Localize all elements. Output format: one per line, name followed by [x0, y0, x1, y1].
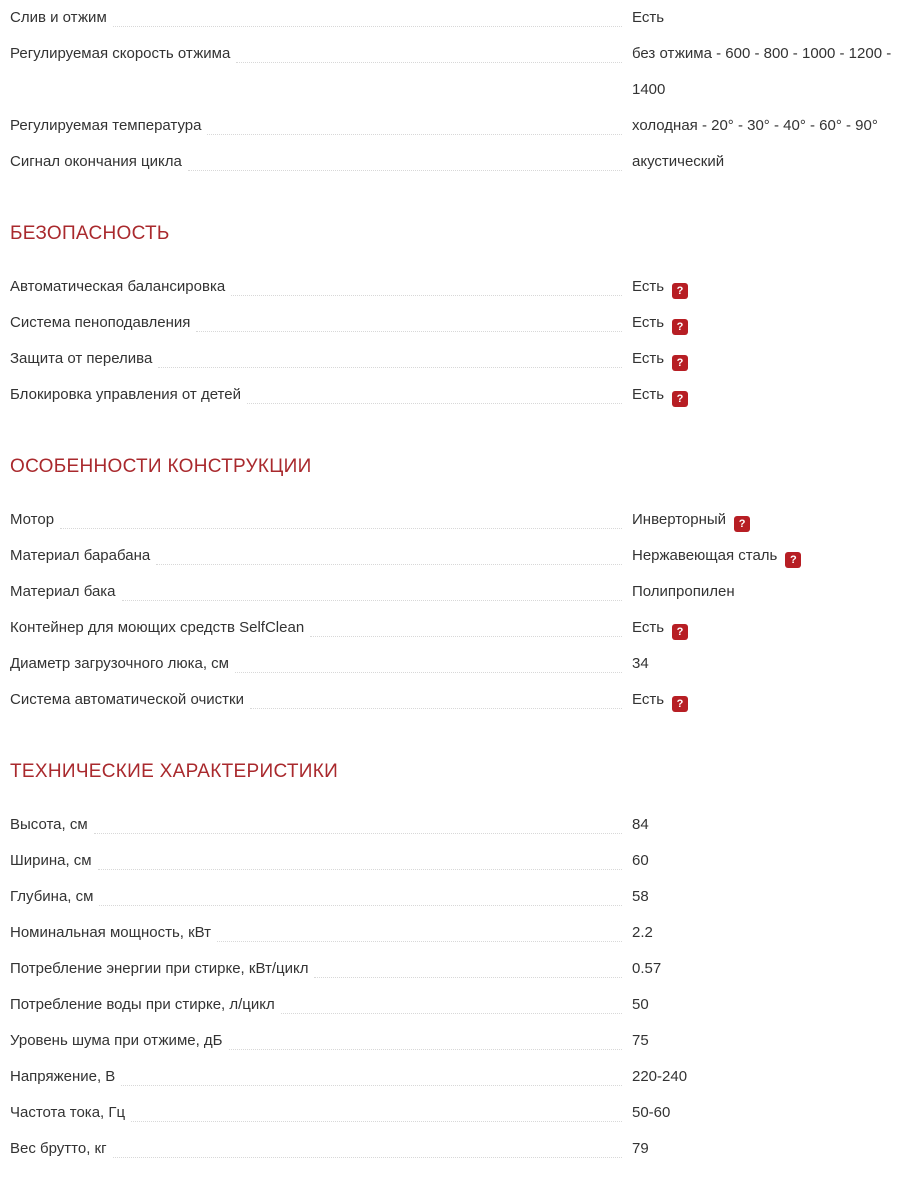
- dotted-leader: [131, 1095, 622, 1122]
- spec-label-cell: [10, 610, 632, 646]
- spec-label: Автоматическая балансировка: [10, 278, 226, 295]
- spec-label-cell: [10, 502, 632, 538]
- dotted-leader: [310, 610, 622, 637]
- help-icon[interactable]: ?: [785, 552, 801, 568]
- spec-value-cell: [632, 879, 909, 915]
- spec-value-cell: [632, 0, 909, 36]
- spec-label-cell: [10, 987, 632, 1023]
- dotted-leader: [250, 682, 622, 709]
- spec-value-cell: [632, 646, 909, 682]
- spec-value: холодная - 20° - 30° - 40° - 60° - 90°: [632, 117, 878, 134]
- spec-row: [10, 1095, 909, 1131]
- spec-value-cell: [632, 843, 909, 879]
- spec-label-cell: [10, 807, 632, 843]
- dotted-leader: [121, 1059, 622, 1086]
- spec-value-cell: [632, 305, 909, 341]
- help-icon[interactable]: ?: [672, 319, 688, 335]
- spec-label-cell: [10, 879, 632, 915]
- spec-row: [10, 879, 909, 915]
- spec-label: Высота, см: [10, 816, 88, 833]
- spec-value: Нержавеющая сталь: [632, 547, 778, 564]
- spec-label-cell: [10, 0, 632, 36]
- dotted-leader: [196, 305, 622, 332]
- spec-row: [10, 108, 909, 144]
- dotted-leader: [207, 108, 622, 135]
- spec-value: Есть: [632, 691, 665, 708]
- help-icon[interactable]: ?: [672, 696, 688, 712]
- spec-row: [10, 843, 909, 879]
- spec-value-cell: [632, 951, 909, 987]
- spec-label: Частота тока, Гц: [10, 1104, 126, 1121]
- spec-value: Есть: [632, 619, 665, 636]
- dotted-leader: [158, 341, 622, 368]
- dotted-leader: [122, 574, 622, 601]
- spec-value-cell: [632, 341, 909, 377]
- section-rows: [10, 269, 909, 413]
- spec-label-cell: [10, 144, 632, 180]
- spec-label: Номинальная мощность, кВт: [10, 924, 212, 941]
- spec-row: [10, 341, 909, 377]
- spec-value: без отжима - 600 - 800 - 1000 - 1200 - 1400: [632, 45, 892, 98]
- spec-value-cell: [632, 682, 909, 718]
- spec-label-cell: [10, 1059, 632, 1095]
- spec-label-cell: [10, 1023, 632, 1059]
- spec-label: Диаметр загрузочного люка, см: [10, 655, 229, 672]
- spec-label: Мотор: [10, 511, 55, 528]
- dotted-leader: [98, 843, 622, 870]
- spec-row: [10, 915, 909, 951]
- dotted-leader: [99, 879, 622, 906]
- spec-value: 60: [632, 852, 649, 869]
- spec-row: [10, 144, 909, 180]
- spec-value: Инверторный: [632, 511, 727, 528]
- spec-value: Полипропилен: [632, 583, 735, 600]
- spec-row: [10, 1131, 909, 1167]
- spec-row: [10, 36, 909, 108]
- spec-label: Потребление воды при стирке, л/цикл: [10, 996, 275, 1013]
- spec-value: 58: [632, 888, 649, 905]
- spec-label-cell: [10, 108, 632, 144]
- spec-label: Система пеноподавления: [10, 314, 191, 331]
- spec-label-cell: [10, 269, 632, 305]
- spec-value-cell: [632, 807, 909, 843]
- spec-value-cell: [632, 36, 909, 108]
- dotted-leader: [235, 646, 622, 673]
- spec-label-cell: [10, 843, 632, 879]
- dotted-leader: [113, 0, 622, 27]
- spec-value-cell: [632, 987, 909, 1023]
- spec-value-cell: [632, 1131, 909, 1167]
- dotted-leader: [247, 377, 622, 404]
- spec-label: Сигнал окончания цикла: [10, 153, 182, 170]
- spec-value: Есть: [632, 386, 665, 403]
- dotted-leader: [94, 807, 622, 834]
- section-rows: [10, 502, 909, 718]
- spec-value: 2.2: [632, 924, 653, 941]
- help-icon[interactable]: ?: [672, 283, 688, 299]
- dotted-leader: [188, 144, 622, 171]
- spec-label-cell: [10, 341, 632, 377]
- dotted-leader: [156, 538, 622, 565]
- spec-label: Регулируемая скорость отжима: [10, 45, 231, 62]
- spec-label-cell: [10, 915, 632, 951]
- spec-label: Система автоматической очистки: [10, 691, 244, 708]
- spec-value-cell: [632, 1095, 909, 1131]
- spec-label-cell: [10, 305, 632, 341]
- spec-row: [10, 682, 909, 718]
- spec-row: [10, 987, 909, 1023]
- spec-row: [10, 646, 909, 682]
- help-icon[interactable]: ?: [672, 624, 688, 640]
- section-rows: [10, 0, 909, 180]
- dotted-leader: [60, 502, 622, 529]
- spec-row: [10, 269, 909, 305]
- spec-label: Контейнер для моющих средств SelfClean: [10, 619, 305, 636]
- spec-section: [10, 0, 909, 180]
- spec-section: [10, 759, 909, 1167]
- section-heading: ОСОБЕННОСТИ КОНСТРУКЦИИ: [10, 456, 312, 477]
- spec-value-cell: [632, 1059, 909, 1095]
- dotted-leader: [113, 1131, 622, 1158]
- spec-value: 34: [632, 655, 649, 672]
- spec-value: 84: [632, 816, 649, 833]
- spec-row: [10, 538, 909, 574]
- spec-value: 0.57: [632, 960, 662, 977]
- spec-label-cell: [10, 1095, 632, 1131]
- spec-value: 50-60: [632, 1104, 671, 1121]
- spec-value-cell: [632, 1023, 909, 1059]
- dotted-leader: [217, 915, 622, 942]
- spec-row: [10, 1059, 909, 1095]
- spec-value-cell: [632, 377, 909, 413]
- spec-label-cell: [10, 36, 632, 72]
- spec-value: Есть: [632, 314, 665, 331]
- spec-table: [10, 0, 909, 1167]
- spec-value: Есть: [632, 278, 665, 295]
- spec-section: [10, 221, 909, 413]
- spec-label: Ширина, см: [10, 852, 92, 869]
- help-icon[interactable]: ?: [734, 516, 750, 532]
- spec-section: [10, 454, 909, 718]
- spec-value: 75: [632, 1032, 649, 1049]
- spec-value-cell: [632, 538, 909, 574]
- spec-row: [10, 502, 909, 538]
- dotted-leader: [231, 269, 622, 296]
- spec-label: Уровень шума при отжиме, дБ: [10, 1032, 223, 1049]
- dotted-leader: [229, 1023, 622, 1050]
- spec-label: Слив и отжим: [10, 9, 107, 26]
- spec-label: Защита от перелива: [10, 350, 153, 367]
- spec-label: Потребление энергии при стирке, кВт/цикл: [10, 960, 309, 977]
- spec-value-cell: [632, 574, 909, 610]
- spec-row: [10, 0, 909, 36]
- spec-label-cell: [10, 951, 632, 987]
- spec-label: Вес брутто, кг: [10, 1140, 107, 1157]
- spec-row: [10, 807, 909, 843]
- spec-value: 220-240: [632, 1068, 688, 1085]
- spec-label-cell: [10, 682, 632, 718]
- spec-value-cell: [632, 610, 909, 646]
- spec-row: [10, 574, 909, 610]
- spec-label: Материал барабана: [10, 547, 151, 564]
- spec-value-cell: [632, 915, 909, 951]
- spec-row: [10, 1023, 909, 1059]
- help-icon[interactable]: ?: [672, 355, 688, 371]
- spec-row: [10, 305, 909, 341]
- spec-row: [10, 377, 909, 413]
- spec-label-cell: [10, 1131, 632, 1167]
- dotted-leader: [314, 951, 622, 978]
- spec-value-cell: [632, 144, 909, 180]
- dotted-leader: [281, 987, 622, 1014]
- spec-value-cell: [632, 269, 909, 305]
- section-rows: [10, 807, 909, 1167]
- spec-row: [10, 951, 909, 987]
- help-icon[interactable]: ?: [672, 391, 688, 407]
- spec-value: 79: [632, 1140, 649, 1157]
- spec-label: Глубина, см: [10, 888, 94, 905]
- spec-value: 50: [632, 996, 649, 1013]
- spec-row: [10, 610, 909, 646]
- section-heading: ТЕХНИЧЕСКИЕ ХАРАКТЕРИСТИКИ: [10, 761, 339, 782]
- spec-label-cell: [10, 646, 632, 682]
- spec-label: Напряжение, В: [10, 1068, 116, 1085]
- spec-label-cell: [10, 538, 632, 574]
- spec-value-cell: [632, 108, 909, 144]
- spec-label-cell: [10, 377, 632, 413]
- section-heading: БЕЗОПАСНОСТЬ: [10, 223, 170, 244]
- spec-value-cell: [632, 502, 909, 538]
- spec-value: Есть: [632, 350, 665, 367]
- spec-label: Блокировка управления от детей: [10, 386, 241, 403]
- spec-label: Регулируемая температура: [10, 117, 202, 134]
- spec-label-cell: [10, 574, 632, 610]
- dotted-leader: [236, 36, 622, 63]
- spec-value: акустический: [632, 153, 725, 170]
- spec-value: Есть: [632, 9, 665, 26]
- spec-label: Материал бака: [10, 583, 116, 600]
